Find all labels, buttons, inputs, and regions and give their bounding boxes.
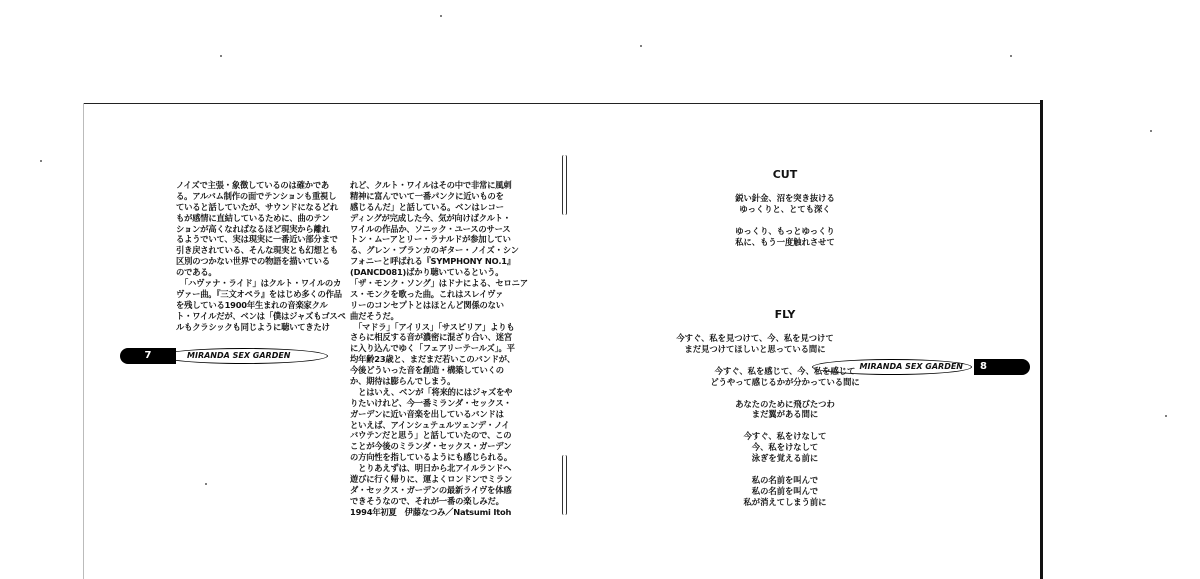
- scan-speck: [1150, 130, 1152, 132]
- text-line: もが感情に直結しているために、曲のテン: [176, 212, 330, 223]
- lyric-line: 鋭い針金、沼を突き抜ける: [735, 192, 835, 203]
- lyric-line: 私の名前を叫んで: [751, 485, 819, 496]
- lyric-line: どうやって感じるかが分かっている間に: [710, 376, 860, 387]
- text-line: 均年齢23歳と、まだまだ若いこのバンドが、: [350, 354, 515, 365]
- text-line: (DANCD081)ばかり聴いているという。: [350, 267, 504, 278]
- text-line: とはいえ、ベンが「将来的にはジャズをや: [350, 386, 513, 397]
- page-border-right: [1040, 100, 1043, 579]
- text-line: ディングが完成した今、気が向けばクルト・: [350, 212, 511, 223]
- text-line: 1994年初夏 伊藤なつみ／Natsumi Itoh: [350, 506, 512, 517]
- stanza: [690, 226, 880, 248]
- text-line: さらに相反する音が濃密に混ざり合い、迷宮: [350, 332, 512, 343]
- song-title: FLY: [774, 308, 796, 321]
- text-line: に入り込んでゆく「フェアリーテールズ」。平: [350, 343, 515, 354]
- text-line: ションが高くなればなるほど現実から離れ: [176, 223, 330, 234]
- page-number: 7: [120, 348, 176, 364]
- binding-mark: [562, 155, 567, 215]
- text-line: ス・モンクを歌った曲。これはスレイヴァ: [350, 288, 504, 299]
- lyric-line: 私の名前を叫んで: [751, 475, 819, 486]
- lyric-line: まだ見つけてほしいと思っている間に: [684, 343, 826, 354]
- page-border-left: [83, 103, 84, 579]
- text-line: といえば、アインシュテュルツェンデ・ノイ: [350, 419, 510, 430]
- lyric-line: 今すぐ、私をけなして: [743, 431, 827, 442]
- text-line: 曲だそうだ。: [350, 310, 399, 321]
- text-line: ルもクラシックも同じように聴いてきたけ: [176, 321, 330, 332]
- text-line: ていると話していたが、サウンドになるどれ: [176, 201, 338, 212]
- lyrics-cut: [690, 170, 880, 259]
- binding-mark: [562, 455, 567, 515]
- stanza: [690, 193, 880, 215]
- text-line: とりあえずは、明日から北アイルランドへ: [350, 463, 512, 474]
- text-line: 「ハヴァナ・ライド」はクルト・ワイルのカ: [176, 278, 342, 289]
- page-border-top: [83, 103, 1043, 104]
- text-line: 区別のつかない世界での物語を描いている: [176, 256, 330, 267]
- band-name-label: MIRANDA SEX GARDEN: [160, 348, 328, 364]
- scan-speck: [40, 160, 42, 162]
- stanza: [690, 399, 880, 421]
- lyric-line: 私が消えてしまう前に: [743, 496, 827, 507]
- lyric-line: まだ翼がある間に: [751, 409, 819, 420]
- text-line: 精神に富んでいて一番パンクに近いものを: [350, 190, 504, 201]
- text-line: 感じるんだ」と話している。ベンはレコー: [350, 201, 504, 212]
- scan-speck: [440, 15, 442, 17]
- scan-speck: [220, 55, 222, 57]
- lyric-line: ゆっくり、もっとゆっくり: [735, 225, 835, 236]
- article-column-2: [350, 180, 528, 518]
- text-line: れど、クルト・ワイルはその中で非常に風刺: [350, 180, 512, 190]
- text-line: 引き戻されている、そんな現実とも幻想とも: [176, 245, 338, 256]
- band-name-label: MIRANDA SEX GARDEN: [812, 359, 972, 375]
- lyric-line: 今、私をけなして: [751, 442, 819, 453]
- article-column-1: [176, 180, 346, 332]
- text-line: を残している1900年生まれの音楽家クル: [176, 299, 328, 310]
- text-line: リーのコンセプトとはほとんど関係のない: [350, 299, 504, 310]
- page-number: 8: [974, 359, 1030, 375]
- stanza: [690, 431, 880, 464]
- text-line: トン・ムーアとリー・ラナルドが参加してい: [350, 234, 511, 245]
- text-line: フォニーと呼ばれる『SYMPHONY NO.1』: [350, 256, 515, 267]
- text-line: バウテンだと思う」と話していたので、この: [350, 430, 512, 441]
- lyrics-fly: [676, 308, 880, 519]
- scan-speck: [205, 483, 207, 485]
- stanza: [690, 366, 880, 388]
- scan-speck: [640, 45, 642, 47]
- lyric-line: 私に、もう一度触れさせて: [735, 236, 835, 247]
- text-line: 今後どういった音を創造・構築していくの: [350, 365, 504, 376]
- scan-speck: [1010, 55, 1012, 57]
- lyric-line: 今すぐ、私を見つけて、今、私を見つけて: [676, 332, 834, 343]
- song-title: CUT: [772, 168, 798, 181]
- text-line: ト・ワイルだが、ベンは「僕はジャズもゴスペ: [176, 310, 346, 321]
- text-line: る。アルバム制作の面でテンションも重視し: [176, 190, 337, 201]
- text-line: 「マドラ」「アイリス」「サスピリア」よりも: [350, 321, 515, 332]
- text-line: ワイルの作品か、ソニック・ユースのサース: [350, 223, 511, 234]
- text-line: ことが今後のミランダ・セックス・ガーデン: [350, 441, 512, 452]
- page-footer-left: [120, 348, 320, 364]
- lyric-line: あなたのために飛びたつわ: [735, 398, 835, 409]
- lyric-line: ゆっくりと、とても深く: [739, 203, 831, 214]
- text-line: ヴァー曲。『三文オペラ』をはじめ多くの作品: [176, 288, 342, 299]
- text-line: る、グレン・ブランカのギター・ノイズ・シン: [350, 245, 519, 256]
- scan-speck: [1165, 415, 1167, 417]
- stanza: [660, 333, 850, 355]
- text-line: できそうなので、それが一番の楽しみだ。: [350, 495, 504, 506]
- lyric-line: 泳ぎを覚える前に: [751, 453, 819, 464]
- text-line: のである。: [176, 267, 217, 278]
- text-line: るようでいて、実は現実に一番近い部分まで: [176, 234, 338, 245]
- text-line: の方向性を指しているようにも感じられる。: [350, 452, 512, 463]
- stanza: [690, 475, 880, 508]
- text-line: 「ザ・モンク・ソング」はドナによる、セロニア: [350, 278, 528, 289]
- lyric-line: 今すぐ、私を感じて、今、私を感じて: [714, 365, 856, 376]
- text-line: ガーデンに近い音楽を出しているバンドは: [350, 408, 504, 419]
- text-line: ダ・セックス・ガーデンの最新ライヴを体感: [350, 484, 512, 495]
- text-line: 遊びに行く帰りに、運よくロンドンでミラン: [350, 474, 512, 485]
- text-line: りたいけれど、今一番ミランダ・セックス・: [350, 397, 512, 408]
- text-line: ノイズで主張・象徴しているのは確かであ: [176, 180, 330, 190]
- text-line: か、期待は膨らんでしまう。: [350, 376, 456, 387]
